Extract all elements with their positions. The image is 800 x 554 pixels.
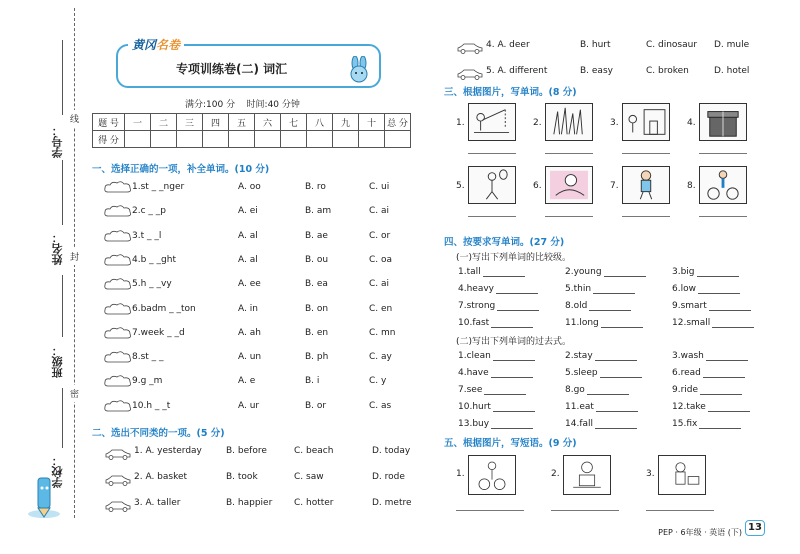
answer-line[interactable]: [699, 153, 747, 154]
option-a: A. ah: [238, 327, 261, 338]
section4-title: 四、按要求写单词。(27 分): [444, 237, 565, 248]
answer-line[interactable]: [646, 510, 714, 511]
answer-car-icon[interactable]: [104, 445, 132, 457]
student-number-field[interactable]: [62, 40, 63, 115]
score-input-cell[interactable]: [333, 131, 359, 148]
score-header-cell: 五: [229, 114, 255, 131]
picture-label: 1.: [456, 469, 465, 479]
answer-car-icon[interactable]: [104, 471, 132, 483]
option-b: B. hurt: [580, 40, 611, 50]
question-text: 5.h _ _vy: [132, 279, 172, 290]
footer-text: PEP · 6年级 · 英语 (下): [658, 528, 742, 537]
boy-riding-picture: [468, 455, 516, 495]
option-b: B. before: [226, 446, 267, 456]
word-text: 7.strong: [458, 301, 496, 311]
fold-mark-xian: 线: [70, 110, 79, 127]
score-input-cell[interactable]: [151, 131, 177, 148]
answer-blank[interactable]: [493, 351, 535, 361]
option-c: C. ai: [369, 279, 390, 290]
time-limit: 时间:40 分钟: [246, 100, 300, 110]
answer-blank[interactable]: [709, 301, 751, 311]
word-item: [458, 349, 535, 363]
word-item: [458, 366, 533, 380]
word-text: 3.big: [672, 267, 695, 277]
picture-label: 5.: [456, 181, 465, 191]
option-b: B. easy: [580, 66, 613, 76]
school-label: 学校：: [51, 455, 64, 488]
option-c: C. dinosaur: [646, 40, 698, 50]
answer-blank[interactable]: [700, 385, 742, 395]
word-item: [565, 400, 638, 414]
word-item: [565, 282, 635, 296]
answer-blank[interactable]: [697, 267, 739, 277]
word-item: [565, 299, 631, 313]
word-item: [672, 299, 751, 313]
word-item: [458, 383, 526, 397]
page-title: 专项训练卷(二) 词汇: [176, 62, 288, 76]
option-c: C. hotter: [294, 498, 334, 508]
pencil-mascot-icon: [18, 470, 70, 520]
answer-bracket-icon[interactable]: [104, 204, 132, 218]
answer-blank[interactable]: [604, 267, 646, 277]
option-b: B. ph: [305, 352, 329, 363]
word-text: 9.ride: [672, 385, 699, 395]
answer-car-icon[interactable]: [456, 65, 484, 77]
answer-blank[interactable]: [589, 301, 631, 311]
answer-car-icon[interactable]: [456, 39, 484, 51]
word-item: [565, 383, 629, 397]
exam-meta: [185, 97, 300, 110]
word-item: [565, 417, 637, 431]
option-a: A. e: [238, 376, 256, 387]
option-a: A. un: [238, 352, 262, 363]
question-text: 6.badm _ _ton: [132, 303, 196, 314]
school-field[interactable]: [62, 388, 63, 448]
section4-sub1: (一)写出下列单词的比较级。: [456, 252, 572, 263]
answer-bracket-icon[interactable]: [104, 277, 132, 291]
word-text: 2.young: [565, 267, 602, 277]
word-text: 6.read: [672, 368, 701, 378]
answer-line[interactable]: [468, 216, 516, 217]
answer-bracket-icon[interactable]: [104, 180, 132, 194]
word-item: [565, 366, 642, 380]
score-header-cell: 六: [255, 114, 281, 131]
picture-label: 2.: [551, 469, 560, 479]
option-b: B. ou: [305, 254, 329, 265]
student-name-label: 姓名：: [51, 232, 64, 265]
full-score: 满分:100 分: [185, 100, 236, 110]
word-item: [565, 349, 637, 363]
word-item: [458, 417, 533, 431]
answer-blank[interactable]: [483, 267, 525, 277]
section5-title: 五、根据图片，写短语。(9 分): [444, 438, 577, 449]
option-c: C. broken: [646, 66, 689, 76]
option-c: C. ai: [369, 206, 390, 217]
word-item: [672, 366, 745, 380]
option-c: C. ay: [369, 352, 392, 363]
answer-line[interactable]: [699, 216, 747, 217]
answer-blank[interactable]: [496, 284, 538, 294]
word-text: 2.stay: [565, 351, 593, 361]
word-item: [672, 383, 742, 397]
option-d: D. rode: [372, 472, 405, 482]
option-b: B. on: [305, 303, 329, 314]
answer-bracket-icon[interactable]: [104, 253, 132, 267]
answer-bracket-icon[interactable]: [104, 229, 132, 243]
answer-line[interactable]: [545, 153, 593, 154]
answer-blank[interactable]: [703, 368, 745, 378]
brand-logo: 黄冈名卷: [128, 36, 184, 53]
score-input-cell[interactable]: [359, 131, 385, 148]
option-b: B. en: [305, 327, 329, 338]
question-text: 2.c _ _p: [132, 206, 166, 217]
score-input-cell[interactable]: [385, 131, 411, 148]
answer-car-icon[interactable]: [104, 497, 132, 509]
answer-blank[interactable]: [698, 284, 740, 294]
question-text: 10.h _ _t: [132, 400, 171, 411]
score-input-cell[interactable]: [255, 131, 281, 148]
score-header-cell: 七: [281, 114, 307, 131]
answer-line[interactable]: [551, 510, 619, 511]
word-text: 4.have: [458, 368, 489, 378]
word-text: 11.eat: [565, 402, 594, 412]
word-text: 8.go: [565, 385, 585, 395]
word-item: [565, 265, 646, 279]
option-d: D. hotel: [714, 66, 750, 76]
class-field[interactable]: [62, 275, 63, 337]
word-text: 1.clean: [458, 351, 491, 361]
answer-blank[interactable]: [708, 402, 750, 412]
option-b: B. or: [305, 400, 327, 411]
option-c: C. ui: [369, 182, 390, 192]
girl-reading-picture: [563, 455, 611, 495]
rabbit-icon: [344, 56, 374, 86]
option-b: B. happier: [226, 498, 273, 508]
section1-title: 一、选择正确的一项，补全单词。(10 分): [92, 164, 270, 175]
score-header-cell: 题 号: [93, 114, 125, 131]
shop-picture: [622, 103, 670, 141]
word-item: [672, 417, 741, 431]
answer-bracket-icon[interactable]: [104, 350, 132, 364]
option-c: C. mn: [369, 327, 396, 338]
option-a: A. ur: [238, 400, 260, 411]
score-header-cell: 总 分: [385, 114, 411, 131]
option-d: D. metre: [372, 498, 412, 508]
answer-line[interactable]: [456, 510, 524, 511]
answer-line[interactable]: [468, 153, 516, 154]
word-text: 10.hurt: [458, 402, 491, 412]
question-text: 3.t _ _l: [132, 230, 162, 241]
answer-blank[interactable]: [587, 385, 629, 395]
answer-blank[interactable]: [491, 318, 533, 328]
answer-blank[interactable]: [595, 351, 637, 361]
picture-label: 6.: [533, 181, 542, 191]
score-header-cell: 九: [333, 114, 359, 131]
answer-blank[interactable]: [491, 368, 533, 378]
option-c: C. oa: [369, 254, 393, 265]
question-text: 4.b _ _ght: [132, 254, 176, 265]
answer-blank[interactable]: [493, 402, 535, 412]
word-text: 7.see: [458, 385, 483, 395]
picture-label: 3.: [610, 118, 619, 128]
option-a: A. oo: [238, 182, 261, 192]
picture-label: 7.: [610, 181, 619, 191]
option-b: B. am: [305, 206, 332, 217]
word-text: 13.buy: [458, 419, 490, 429]
badminton-picture: [468, 166, 516, 204]
answer-blank[interactable]: [596, 402, 638, 412]
score-input-cell[interactable]: [281, 131, 307, 148]
word-item: [458, 400, 535, 414]
word-text: 5.sleep: [565, 368, 598, 378]
word-text: 4.heavy: [458, 284, 494, 294]
question-text: 1.st _ _nger: [132, 182, 185, 192]
score-input-cell[interactable]: [229, 131, 255, 148]
option-a: A. al: [238, 230, 258, 241]
answer-line[interactable]: [622, 153, 670, 154]
question-text: 8.st _ _: [132, 352, 164, 363]
word-text: 12.take: [672, 402, 706, 412]
score-input-cell[interactable]: [203, 131, 229, 148]
fold-mark-mi: 密: [70, 385, 79, 402]
score-header-cell: 十: [359, 114, 385, 131]
word-item: [458, 282, 538, 296]
question-text: 7.week _ _d: [132, 327, 185, 338]
option-a: A. in: [238, 303, 258, 314]
girl-cooking-picture: [658, 455, 706, 495]
score-header-cell: 四: [203, 114, 229, 131]
question-text: 5. A. different: [486, 66, 548, 76]
word-text: 10.fast: [458, 318, 490, 328]
option-d: D. today: [372, 446, 411, 456]
word-item: [672, 282, 740, 296]
section2-title: 二、选出不同类的一项。(5 分): [92, 428, 225, 439]
option-b: B. ea: [305, 279, 328, 290]
plants-picture: [545, 103, 593, 141]
answer-blank[interactable]: [595, 419, 637, 429]
answer-line[interactable]: [545, 216, 593, 217]
question-text: 2. A. basket: [134, 472, 188, 482]
score-input-cell[interactable]: [307, 131, 333, 148]
score-table: [92, 113, 411, 148]
fold-mark-feng: 封: [70, 248, 79, 265]
word-text: 11.long: [565, 318, 599, 328]
picture-label: 1.: [456, 118, 465, 128]
boy-cycling-picture: [699, 166, 747, 204]
word-item: [672, 265, 739, 279]
word-item: [672, 400, 750, 414]
option-c: C. en: [369, 303, 393, 314]
word-text: 3.wash: [672, 351, 704, 361]
score-header-cell: 一: [125, 114, 151, 131]
answer-bracket-icon[interactable]: [104, 399, 132, 413]
option-a: A. ee: [238, 279, 261, 290]
answer-blank[interactable]: [600, 368, 642, 378]
answer-bracket-icon[interactable]: [104, 302, 132, 316]
score-row-label: 得 分: [93, 131, 125, 148]
girl-walking-picture: [622, 166, 670, 204]
answer-bracket-icon[interactable]: [104, 374, 132, 388]
answer-blank[interactable]: [491, 419, 533, 429]
option-b: B. took: [226, 472, 258, 482]
option-c: C. beach: [294, 446, 334, 456]
word-text: 6.low: [672, 284, 696, 294]
option-d: D. mule: [714, 40, 750, 50]
picture-label: 3.: [646, 469, 655, 479]
option-c: C. or: [369, 230, 391, 241]
score-header-cell: 三: [177, 114, 203, 131]
answer-line[interactable]: [622, 216, 670, 217]
option-b: B. ae: [305, 230, 328, 241]
answer-blank[interactable]: [497, 301, 539, 311]
answer-blank[interactable]: [484, 385, 526, 395]
option-b: B. ro: [305, 182, 326, 192]
page-number: 13: [745, 520, 765, 536]
section3-title: 三、根据图片，写单词。(8 分): [444, 87, 577, 98]
picture-label: 8.: [687, 181, 696, 191]
fishing-picture: [468, 103, 516, 141]
word-text: 1.tall: [458, 267, 481, 277]
word-text: 9.smart: [672, 301, 707, 311]
student-number-label: 学号：: [51, 125, 64, 158]
flowers-picture: [545, 166, 593, 204]
student-name-field[interactable]: [62, 160, 63, 225]
question-text: 3. A. taller: [134, 498, 181, 508]
answer-blank[interactable]: [601, 318, 643, 328]
gift-box-picture: [699, 103, 747, 141]
score-input-cell[interactable]: [177, 131, 203, 148]
answer-blank[interactable]: [712, 318, 754, 328]
word-item: [458, 265, 525, 279]
answer-bracket-icon[interactable]: [104, 326, 132, 340]
question-text: 1. A. yesterday: [134, 446, 202, 456]
word-text: 5.thin: [565, 284, 592, 294]
score-header-cell: 二: [151, 114, 177, 131]
picture-label: 4.: [687, 118, 696, 128]
word-text: 12.small: [672, 318, 711, 328]
option-b: B. i: [305, 376, 320, 387]
word-item: [458, 299, 539, 313]
question-text: 4. A. deer: [486, 40, 530, 50]
option-a: A. al: [238, 254, 258, 265]
score-input-cell[interactable]: [125, 131, 151, 148]
word-text: 15.fix: [672, 419, 698, 429]
option-c: C. saw: [294, 472, 324, 482]
score-header-cell: 八: [307, 114, 333, 131]
class-label: 班级：: [51, 345, 64, 378]
option-a: A. ei: [238, 206, 258, 217]
picture-label: 2.: [533, 118, 542, 128]
option-c: C. y: [369, 376, 387, 387]
section4-sub2: (二)写出下列单词的过去式。: [456, 336, 572, 347]
word-item: [672, 349, 748, 363]
option-c: C. as: [369, 400, 392, 411]
answer-blank[interactable]: [699, 419, 741, 429]
word-item: [672, 316, 754, 330]
question-text: 9.g _m: [132, 376, 163, 387]
word-text: 8.old: [565, 301, 588, 311]
word-text: 14.fall: [565, 419, 593, 429]
word-item: [458, 316, 533, 330]
answer-blank[interactable]: [706, 351, 748, 361]
answer-blank[interactable]: [593, 284, 635, 294]
word-item: [565, 316, 643, 330]
